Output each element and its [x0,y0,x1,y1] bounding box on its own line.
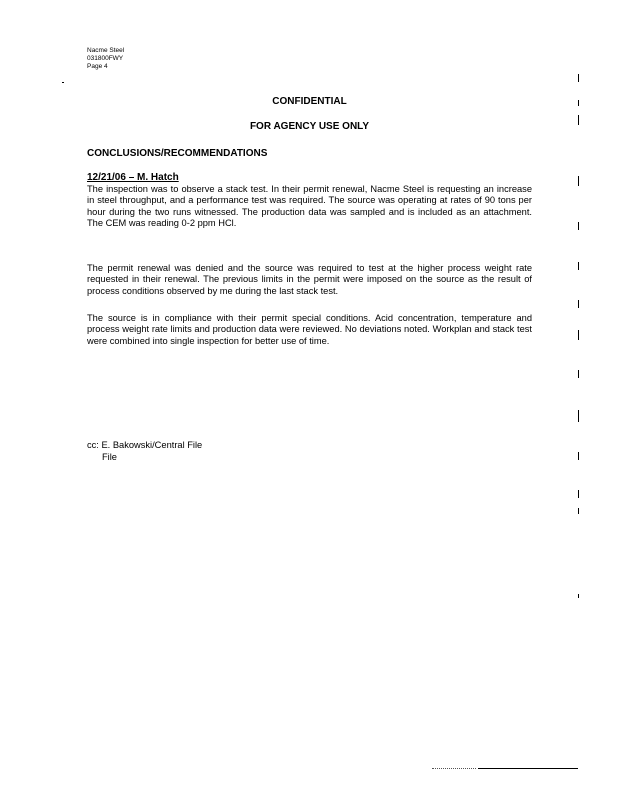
scan-mark [578,262,579,270]
scan-mark [578,508,579,514]
confidential-title: CONFIDENTIAL [272,96,347,107]
header-page: Page 4 [87,63,108,70]
scan-mark [578,222,579,230]
scan-mark [578,370,579,378]
scan-mark [578,490,579,498]
cc-line-1: cc: E. Bakowski/Central File [87,440,203,450]
scan-mark [578,100,579,106]
cc-block [87,439,202,463]
scan-mark [578,115,579,125]
scan-mark [578,74,579,82]
agency-title: FOR AGENCY USE ONLY [249,121,370,132]
cc-line-2: File [102,452,117,462]
scan-mark [478,768,578,769]
header-ref: 031800FWY [87,55,124,62]
scan-mark [62,82,64,83]
scan-mark [578,300,579,308]
scan-mark [432,768,476,769]
header-company: Nacme Steel [87,47,125,54]
scan-mark [578,410,579,422]
paragraph-3: The source is in compliance with their permit special conditions. Acid concentration, temperature and process weight rate limits and production data were reviewed. No deviations noted. Workplan and stack test were combined into single inspection for better use of time. [87,313,532,346]
paragraph-1: The inspection was to observe a stack test. In their permit renewal, Nacme Steel is requesting an increase in steel throughput, and a performance test was required. The source was operating at rates of 90 tons per hour during the two runs witnessed. The production data was sampled and is included as an attachment. The CEM was reading 0-2 ppm HCl. [87,184,532,228]
paragraph-2: The permit renewal was denied and the source was required to test at the higher process weight rate requested in their renewal. The previous limits in the permit were imposed on the source as the result of process conditions observed by me during the last stack test. [87,263,532,296]
scan-mark [578,176,579,186]
scan-mark [578,594,579,598]
scan-mark [578,452,579,460]
scan-mark [578,330,579,340]
section-heading: CONCLUSIONS/RECOMMENDATIONS [87,148,268,159]
entry-heading: 12/21/06 – M. Hatch [87,172,179,183]
